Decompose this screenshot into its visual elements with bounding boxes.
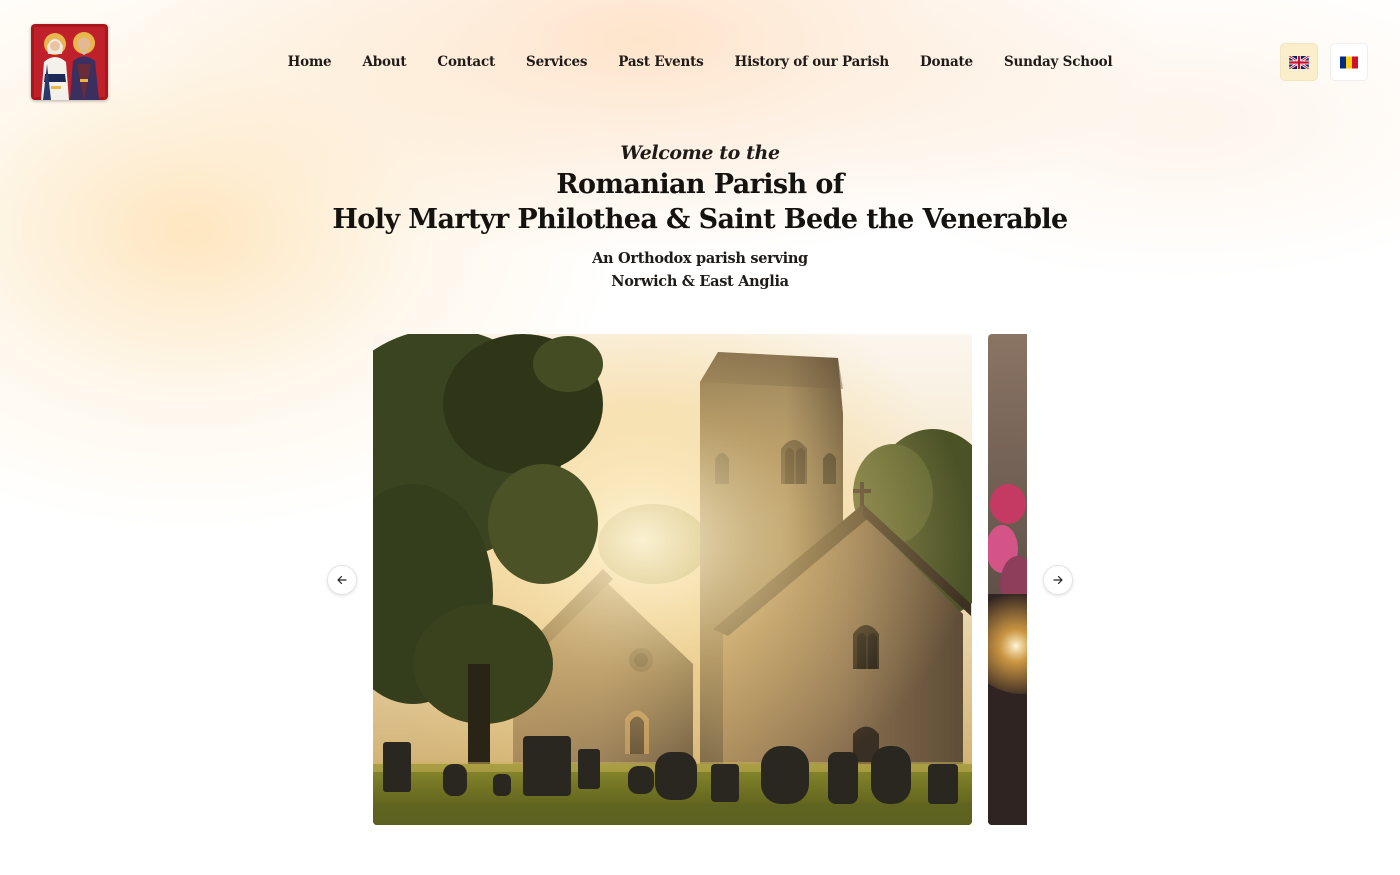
nav-about[interactable]: About [362, 54, 407, 70]
romania-flag-icon [1340, 56, 1358, 69]
carousel-next-button[interactable] [1043, 565, 1073, 595]
uk-flag-icon [1289, 56, 1309, 69]
hero-subtitle-line1: An Orthodox parish serving [592, 250, 808, 267]
carousel-prev-button[interactable] [327, 565, 357, 595]
language-romanian-button[interactable] [1330, 43, 1368, 81]
arrow-right-icon [1052, 574, 1064, 586]
hero-subtitle [0, 247, 1400, 293]
carousel-slide-peek [988, 334, 1027, 825]
nav-home[interactable]: Home [287, 54, 332, 70]
nav-contact[interactable]: Contact [437, 54, 496, 70]
hero-subtitle-line2: Norwich & East Anglia [611, 273, 789, 290]
hero-title-line2: Holy Martyr Philothea & Saint Bede the Venerable [332, 204, 1068, 235]
nav-services[interactable]: Services [526, 54, 588, 70]
language-english-button[interactable] [1280, 43, 1318, 81]
arrow-left-icon [336, 574, 348, 586]
nav-sunday-school[interactable]: Sunday School [1003, 54, 1113, 70]
main-nav [0, 0, 1400, 124]
hero-title-line1: Romanian Parish of [556, 169, 844, 200]
carousel-slide-church [373, 334, 972, 825]
hero [0, 140, 1400, 293]
nav-past-events[interactable]: Past Events [618, 54, 704, 70]
image-carousel[interactable] [373, 334, 1027, 825]
nav-history[interactable]: History of our Parish [734, 54, 890, 70]
hero-welcome: Welcome to the [620, 142, 780, 164]
nav-donate[interactable]: Donate [920, 54, 973, 70]
